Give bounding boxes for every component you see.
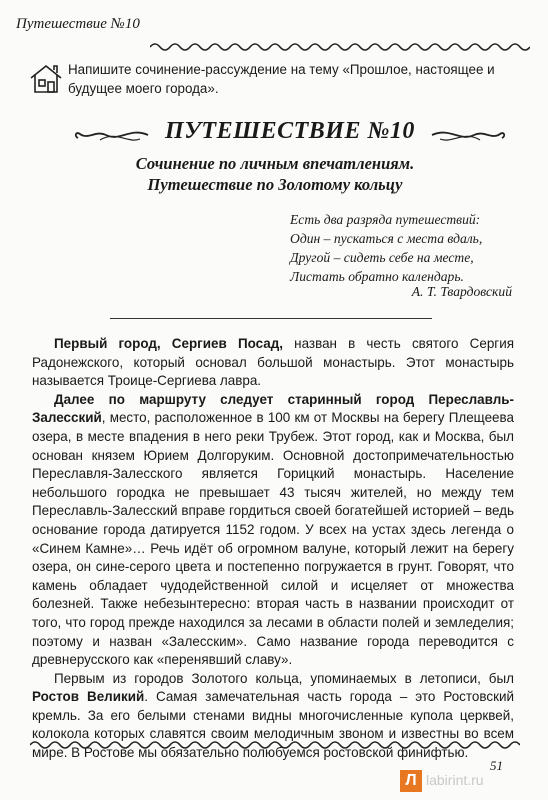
divider-rule xyxy=(110,318,432,319)
subtitle-line-2: Путешествие по Золотому кольцу xyxy=(147,175,403,194)
epigraph-author: А. Т. Твардовский xyxy=(411,284,512,299)
paragraph-2 xyxy=(32,391,514,670)
epigraph-line: Есть два разряда путешествий: xyxy=(290,212,481,227)
house-icon xyxy=(28,62,64,96)
watermark-logo xyxy=(400,766,530,796)
epigraph-line: Один – пускаться с места вдаль, xyxy=(290,231,483,246)
title-row xyxy=(70,118,510,148)
bold-phrase: Первый город, Сергиев Посад, xyxy=(54,336,284,351)
watermark-site: labirint.ru xyxy=(426,772,484,788)
task-instruction: Напишите сочинение-рассуждение на тему «Прошлое, настоящее и будущее моего города». xyxy=(68,62,495,96)
bold-phrase: Ростов Великий xyxy=(32,689,145,705)
subtitle-line-1: Сочинение по личным впечатлениям. xyxy=(135,154,415,173)
epigraph xyxy=(290,210,515,286)
paragraph-text: назван в честь святого Сергия Радонежского, который основал большой монастырь. Этот монастырь называется Троице-Сергиева лавра. xyxy=(32,336,514,389)
page-title: ПУТЕШЕСТВИЕ №10 xyxy=(165,118,415,144)
essay-body xyxy=(32,335,514,763)
paragraph-text: . Самая замечательная часть города – это Ростовский кремль. За его белыми стенами видны многочисленные купола церквей, колокола которых славятся своим мелодичным звоном и известны во всем мире. В Ростове мы обязательно полюбуемся ростовской финифтью. xyxy=(32,689,514,761)
paragraph-1 xyxy=(32,335,514,391)
page-number: 51 xyxy=(490,758,503,773)
watermark-badge: Л xyxy=(400,770,422,792)
paragraph-text: , место, расположенное в 100 км от Москвы на берегу Плещеева озера, в месте впадения в него реки Трубеж. Этот город, как и Москва, был основан князем Юрием Долгоруким. Основной достопримечательностью Переславля-Залесского является Горицкий монастырь. Население небольшого городка не превышает 43 тысяч жителей, но между тем Переславль-Залесский вправе гордиться своей богатейшей историей – ведь основание города датируется 1152 годом. У всех на устах здесь легенда о «Синем Камне»… Речь идёт об огромном валуне, который лежит на берегу озера, он сине-серого цвета и постепенно погружается в грунт. Говорят, что камень обладает чудодейственной силой и исцеляет от множества болезней. Также небезынтересно: вторая часть в названии происходит от того, что город прежде находился за лесами в области полей и земледелия; поэтому и назван «Залесским». Само название города переводится с древнерусского как «перенявший славу». xyxy=(32,410,514,668)
paragraph-text: Первым из городов Золотого кольца, упоминаемых в летописи, был xyxy=(54,670,514,686)
bottom-ornament-divider xyxy=(30,738,520,752)
right-flourish-icon xyxy=(430,124,510,146)
epigraph-line: Листать обратно календарь. xyxy=(290,269,464,284)
top-ornament-divider xyxy=(150,40,530,54)
bold-phrase: Далее по маршруту следует старинный город Переславль-Залесский xyxy=(32,391,514,426)
epigraph-line: Другой – сидеть себе на месте, xyxy=(290,250,474,265)
running-title: Путешествие №10 xyxy=(16,16,140,32)
